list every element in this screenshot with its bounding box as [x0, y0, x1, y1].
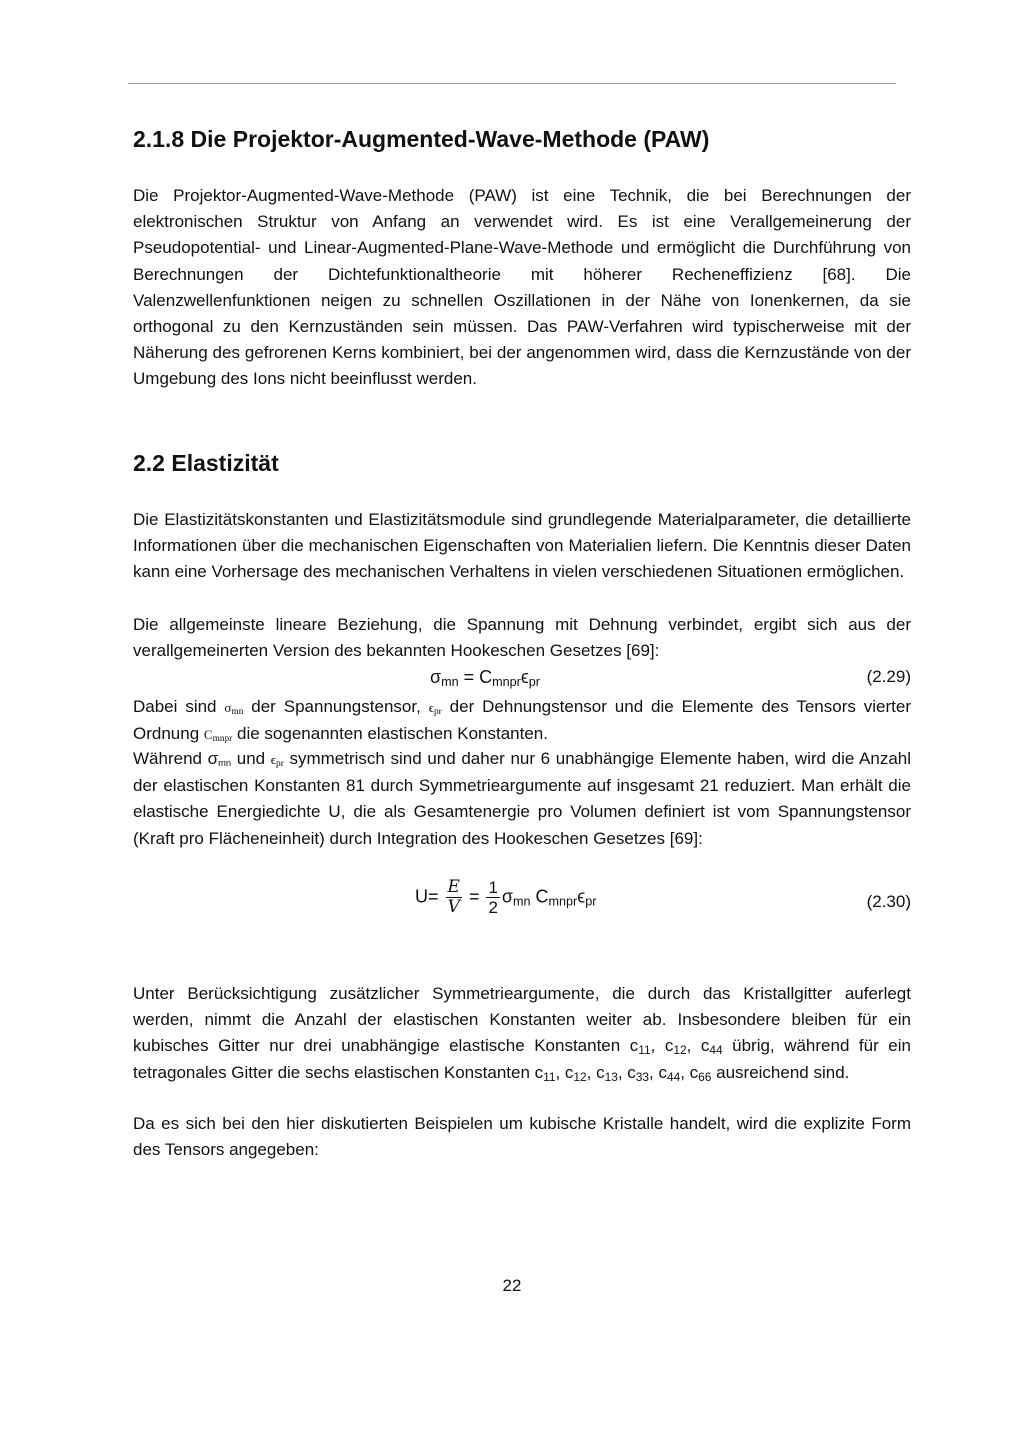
- section-heading-elastizitaet: 2.2 Elastizität: [133, 450, 279, 476]
- page-number: 22: [502, 1276, 522, 1295]
- paragraph-hooke: Die allgemeinste lineare Beziehung, die Spannung mit Dehnung verbindet, ergibt sich aus der verallgemeinerten Version des bekannten Hookeschen Gesetzes [69]:: [133, 615, 911, 661]
- fraction-one-half: $\frac{1}{2}$: [488, 878, 498, 917]
- equation-2-29-number: (2.29): [866, 667, 911, 686]
- paragraph-elastizitaet-intro: Die Elastizitätskonstanten und Elastizitätsmodule sind grundlegende Materialparameter, die detaillierte Informationen über die mechanischen Eigenschaften von Materialien liefern. Die Kenntnis dieser Daten kann eine Vorhersage des mechanischen Verhaltens in vielen verschiedenen Situationen ermöglichen.: [133, 510, 911, 582]
- equation-2-29: [133, 667, 911, 695]
- paragraph-tensor-form: Da es sich bei den hier diskutierten Beispielen um kubische Kristalle handelt, wird die explizite Form des Tensors angegeben:: [133, 1114, 911, 1160]
- section-heading-paw: 2.1.8 Die Projektor-Augmented-Wave-Methode (PAW): [133, 126, 710, 152]
- equation-2-30-expression: U= $\frac{E}{V}$ = $\frac{1}{2}$ $\sigma_{mn}$ $C_{mnpr}\epsilon_{pr}$: [415, 877, 597, 917]
- paragraph-cubic-tetragonal: Unter Berücksichtigung zusätzlicher Symmetrieargumente, die durch das Kristallgitter auferlegt werden, nimmt die Anzahl der elastischen Konstanten weiter ab. Insbesondere bleiben für ein kubisches Gitter nur drei unabhängige elastische Konstanten $c_{11}$, $c_{12}$, $c_{44}$ übrig, während für ein tetragonales Gitter die sechs elastischen Konstanten $c_{11}$, $c_{12}$, $c_{13}$, $c_{33}$, $c_{44}$, $c_{66}$ ausreichend sind.: [133, 984, 911, 1084]
- equation-2-29-expression: $\sigma_{mn} = C_{mnpr}\epsilon_{pr}$: [430, 667, 540, 689]
- paragraph-paw: Die Projektor-Augmented-Wave-Methode (PAW) ist eine Technik, die bei Berechnungen der elektronischen Struktur von Anfang an verwendet wird. Es ist eine Verallgemeinerung der Pseudopotential- und Linear-Augmented-Plane-Wave-Methode und ermöglicht die Durchführung von Berechnungen der Dichtefunktionaltheorie mit höherer Recheneffizienz [68]. Die Valenzwellenfunktionen neigen zu schnellen Oszillationen in der Nähe von Ionenkernen, da sie orthogonal zu den Kernzuständen sein müssen. Das PAW-Verfahren wird typischerweise mit der Näherung des gefrorenen Kerns kombiniert, bei der angenommen wird, dass die Kernzustände von der Umgebung des Ions nicht beeinflusst werden.: [133, 186, 911, 389]
- equation-2-30: [133, 878, 911, 928]
- paragraph-symmetry: Während $\sigma_{mn}$ und $\epsilon_{pr}$ symmetrisch sind und daher nur 6 unabhängige Elemente haben, wird die Anzahl der elastischen Konstanten 81 durch Symmetrieargumente auf insgesamt 21 reduziert. Man erhält die elastische Energiedichte U, die als Gesamtenergie pro Volumen definiert ist vom Spannungstensor (Kraft pro Flächeneinheit) durch Integration des Hookeschen Gesetzes [69]:: [133, 749, 911, 848]
- equation-2-30-number: (2.30): [866, 892, 911, 911]
- fraction-e-over-v: $\frac{E}{V}$: [447, 877, 460, 917]
- paragraph-tensor-definitions: Dabei sind $\sigma_{mn}$ der Spannungstensor, $\epsilon_{pr}$ der Dehnungstensor und die Elemente des Tensors vierter Ordnung $C_{mnpr}$ die sogenannten elastischen Konstanten.: [133, 697, 911, 745]
- header-rule: [128, 83, 896, 84]
